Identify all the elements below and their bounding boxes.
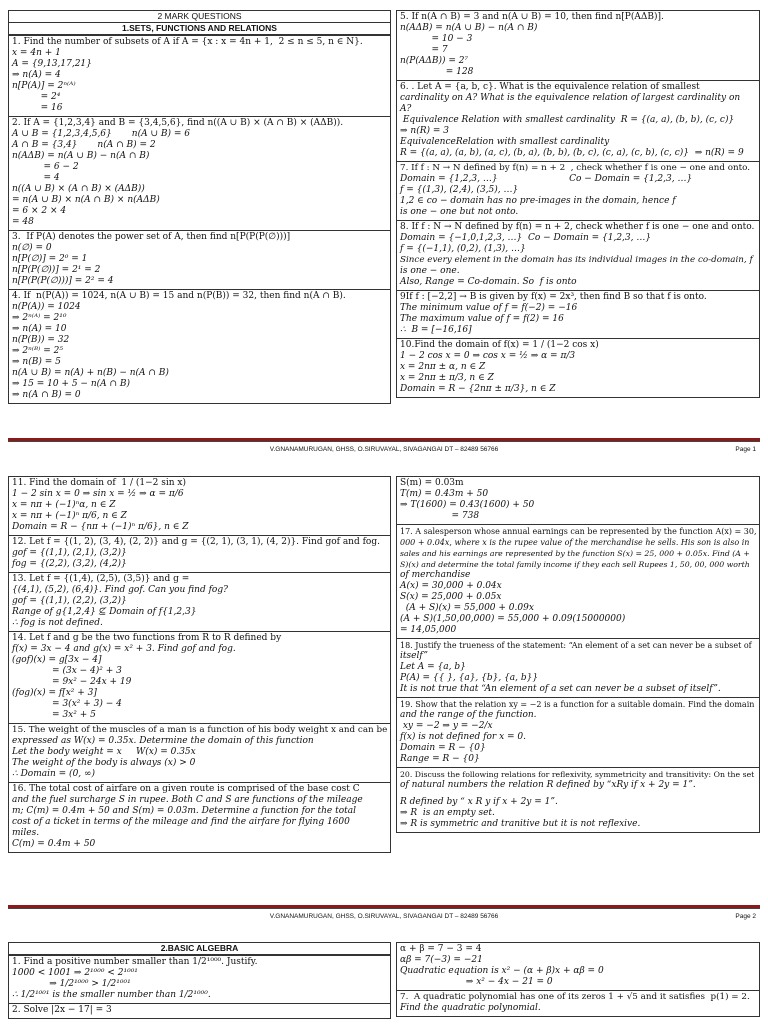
- mark-questions-heading: 2 MARK QUESTIONS: [9, 11, 390, 23]
- question-text: α + β = 7 − 3 = 4: [400, 944, 482, 954]
- solution-line: gof = {(1,1), (2,2), (3,2)}: [12, 596, 127, 606]
- solution-line: ⇒ n(A ∩ B) = 0: [12, 390, 81, 400]
- solution-line: n(A ∪ B) = n(A) + n(B) − n(A ∩ B): [12, 368, 169, 378]
- page2-left-column: [8, 476, 391, 853]
- question-box: [396, 339, 760, 398]
- page3-heading-box: [8, 942, 391, 955]
- page2-footer: [8, 905, 760, 921]
- solution-line: T(m) = 0.43m + 50: [400, 489, 489, 499]
- solution-line: R defined by “ x R y if x + 2y = 1”.: [400, 797, 558, 807]
- solution-line: ⇒ 1/2¹⁰⁰⁰ > 1/2¹⁰⁰¹: [12, 979, 131, 989]
- question-box: [8, 476, 391, 536]
- solution-line: ⇒ T(1600) = 0.43(1600) + 50: [400, 500, 535, 510]
- question-box: [8, 231, 391, 290]
- solution-line: = 10 − 3: [400, 34, 473, 44]
- solution-line: x = nπ + (−1)ⁿα, n ∈ Z: [12, 500, 116, 510]
- solution-line: n[P(P(∅))] = 2¹ = 2: [12, 265, 101, 275]
- solution-line: = 128: [400, 67, 474, 77]
- question-text: 8. If f : N → N defined by f(n) = n + 2, check whether f is one − one and onto.: [400, 222, 755, 232]
- solution-line: It is not true that “An element of a set can never be a subset of itself”.: [400, 684, 721, 694]
- solution-line: = 738: [400, 511, 480, 521]
- page3-left-column: [8, 942, 391, 1019]
- solution-line: A ∪ B = {1,2,3,4,5,6} n(A ∪ B) = 6: [12, 129, 190, 139]
- solution-line: ⇒ 2ⁿ⁽ᴮ⁾ = 2⁵: [12, 346, 63, 356]
- solution-line: of merchandise: [400, 570, 471, 580]
- question-text: 18. Justify the trueness of the statement: “An element of a set can never be a subset of: [400, 641, 752, 650]
- page3-left-questions: [8, 955, 391, 1019]
- solution-line: gof = {(1,1), (2,1), (3,2)}: [12, 548, 127, 558]
- question-box: [8, 955, 391, 1004]
- page2-left-questions: [8, 476, 391, 853]
- question-box: [8, 724, 391, 783]
- solution-line: f = {(−1,1), (0,2), (1,3), …}: [400, 244, 526, 254]
- question-box: [396, 768, 760, 833]
- question-box: [396, 291, 760, 339]
- question-box: [8, 1004, 391, 1019]
- solution-line: = 6 × 2 × 4: [12, 206, 67, 216]
- solution-line: ⇒ n(A) = 4: [12, 70, 61, 80]
- page1-left-column: [8, 10, 391, 404]
- solution-line: Since every element in the domain has its individual images in the co-domain, f: [400, 255, 753, 265]
- solution-line: A = {9,13,17,21}: [12, 59, 92, 69]
- solution-line: Domain = {1,2,3, …} Co − Domain = {1,2,3, …}: [400, 174, 693, 184]
- solution-line: A(x) = 30,000 + 0.04x: [400, 581, 502, 591]
- page-number: Page 2: [735, 913, 756, 920]
- solution-line: n[P(P(P(∅)))] = 2² = 4: [12, 276, 114, 286]
- solution-line: A ∩ B = {3,4} n(A ∩ B) = 2: [12, 140, 156, 150]
- solution-line: 1000 < 1001 ⇒ 2¹⁰⁰⁰ < 2¹⁰⁰¹: [12, 968, 138, 978]
- page1-right-column: [396, 10, 760, 398]
- solution-line: ∴ B = [−16,16]: [400, 325, 472, 335]
- page2-right-column: [396, 476, 760, 833]
- solution-line: (A + S)(1,50,00,000) = 55,000 + 0.09(15000000): [400, 614, 626, 624]
- solution-line: Domain = R − {0}: [400, 743, 486, 753]
- question-text: 3. If P(A) denotes the power set of A, then find n[P(P(P(∅)))]: [12, 232, 291, 242]
- solution-line: = 14,05,000: [400, 625, 457, 635]
- question-box: [8, 783, 391, 853]
- question-text: 19. Show that the relation xy = −2 is a function for a suitable domain. Find the domain: [400, 700, 755, 709]
- solution-line: cardinality on A? What is the equivalence relation of largest cardinality on: [400, 93, 741, 103]
- solution-line: = 7: [400, 45, 448, 55]
- question-text: 4. If n(P(A)) = 1024, n(A ∪ B) = 15 and n(P(B)) = 32, then find n(A ∩ B).: [12, 291, 346, 301]
- page1-heading-box: [8, 10, 391, 35]
- solution-line: C(m) = 0.4m + 50: [12, 839, 96, 849]
- solution-line: Let the body weight = x W(x) = 0.35x: [12, 747, 196, 757]
- solution-line: 1 − 2 cos x = 0 ⇒ cos x = ½ ⇒ α = π/3: [400, 351, 576, 361]
- solution-line: ⇒ n(A) = 10: [12, 324, 67, 334]
- solution-line: xy = −2 ⇒ y = −2/x: [400, 721, 493, 731]
- solution-line: n(P(AΔB)) = 2⁷: [400, 56, 469, 66]
- solution-line: of natural numbers the relation R defined by “xRy if x + 2y = 1”.: [400, 780, 696, 790]
- solution-line: x = 2nπ ± α, n ∈ Z: [400, 362, 486, 372]
- solution-line: f = {(1,3), (2,4), (3,5), …}: [400, 185, 519, 195]
- solution-line: = (3x − 4)² + 3: [12, 666, 122, 676]
- solution-line: 1 − 2 sin x = 0 ⇒ sin x = ½ ⇒ α = π/6: [12, 489, 184, 499]
- solution-line: (A + S)(x) = 55,000 + 0.09x: [400, 603, 534, 613]
- page2-right-questions: [396, 476, 760, 833]
- question-text: 1. Find the number of subsets of A if A = {x : x = 4n + 1, 2 ≤ n ≤ 5, n ∈ N}.: [12, 37, 363, 47]
- solution-line: = 3x² + 5: [12, 710, 96, 720]
- question-box: [396, 639, 760, 698]
- question-box: [396, 525, 760, 639]
- question-text: 5. If n(A ∩ B) = 3 and n(A ∪ B) = 10, then find n[P(AΔB)].: [400, 12, 664, 22]
- solution-line: Range of g{1,2,4} ⊈ Domain of f{1,2,3}: [12, 607, 197, 617]
- solution-line: 000 + 0.04x, where x is the rupee value of the merchandise he sells. His son is also in: [400, 538, 750, 547]
- solution-line: = 9x² − 24x + 19: [12, 677, 132, 687]
- solution-line: The maximum value of f = f(2) = 16: [400, 314, 564, 324]
- solution-line: = 6 − 2: [12, 162, 79, 172]
- question-text: 6. . Let A = {a, b, c}. What is the equivalence relation of smallest: [400, 82, 700, 92]
- solution-line: Domain = {−1,0,1,2,3, …} Co − Domain = {1,2,3, …}: [400, 233, 652, 243]
- solution-line: = 2⁴: [12, 92, 61, 102]
- question-box: [396, 942, 760, 991]
- solution-line: The minimum value of f = f(−2) = −16: [400, 303, 578, 313]
- solution-line: Domain = R − {2nπ ± π/3}, n ∈ Z: [400, 384, 556, 394]
- solution-line: S(x) = 25,000 + 0.05x: [400, 592, 502, 602]
- solution-line: R = {(a, a), (a, b), (a, c), (b, a), (b, b), (b, c), (c, a), (c, b), (c, c)} ⇒ n(R) = 9: [400, 148, 744, 158]
- solution-line: P(A) = {{ }, {a}, {b}, {a, b}}: [400, 673, 539, 683]
- solution-line: ∴ 1/2¹⁰⁰¹ is the smaller number than 1/2¹⁰⁰⁰.: [12, 990, 211, 1000]
- solution-line: ⇒ 15 = 10 + 5 − n(A ∩ B): [12, 379, 131, 389]
- solution-line: = 3(x² + 3) − 4: [12, 699, 122, 709]
- chapter-title: 1.SETS, FUNCTIONS AND RELATIONS: [122, 23, 277, 33]
- question-box: [396, 698, 760, 768]
- question-box: [8, 536, 391, 573]
- solution-line: x = 2nπ ± π/3, n ∈ Z: [400, 373, 494, 383]
- question-box: [8, 573, 391, 632]
- question-text: 13. Let f = {(1,4), (2,5), (3,5)} and g =: [12, 574, 190, 584]
- solution-line: sales and his earnings are represented by the function S(x) = 25, 000 + 0.05x. Find (A +: [400, 549, 750, 558]
- solution-line: n(P(A)) = 1024: [12, 302, 81, 312]
- solution-line: f(x) = 3x − 4 and g(x) = x² + 3. Find gof and fog.: [12, 644, 236, 654]
- question-box: [396, 221, 760, 291]
- solution-line: n(AΔB) = n(A ∪ B) − n(A ∩ B): [400, 23, 538, 33]
- solution-line: ⇒ R is symmetric and tranitive but it is not reflexive.: [400, 819, 641, 829]
- solution-line: n((A ∪ B) × (A ∩ B) × (AΔB)): [12, 184, 145, 194]
- question-box: [396, 991, 760, 1017]
- solution-line: Find the quadratic polynomial.: [400, 1003, 541, 1013]
- solution-line: Let A = {a, b}: [400, 662, 466, 672]
- solution-line: = n(A ∪ B) × n(A ∩ B) × n(AΔB): [12, 195, 160, 205]
- question-box: [396, 162, 760, 221]
- solution-line: ⇒ n(B) = 5: [12, 357, 61, 367]
- question-box: [8, 117, 391, 231]
- solution-line: x = nπ + (−1)ⁿ π/6, n ∈ Z: [12, 511, 127, 521]
- solution-line: = 4: [12, 173, 60, 183]
- question-box: [8, 290, 391, 404]
- question-box: [8, 632, 391, 724]
- question-text: 2. If A = {1,2,3,4} and B = {3,4,5,6}, find n((A ∪ B) × (A ∩ B) × (AΔB)).: [12, 118, 344, 128]
- question-text: 7. If f : N → N defined by f(n) = n + 2 , check whether f is one − one and onto.: [400, 163, 751, 173]
- question-text: 12. Let f = {(1, 2), (3, 4), (2, 2)} and g = {(2, 1), (3, 1), (4, 2)}. Find gof and fog.: [12, 537, 380, 547]
- question-text: 10.Find the domain of f(x) = 1 / (1−2 cos x): [400, 340, 599, 350]
- solution-line: (gof)(x) = g[3x − 4]: [12, 655, 102, 665]
- solution-line: S)(x) and determine the total family income if they each sell Rupees 1, 50, 00, 000 worth: [400, 560, 750, 569]
- solution-line: 1,2 ∈ co − domain has no pre-images in the domain, hence f: [400, 196, 676, 206]
- question-text: 7. A quadratic polynomial has one of its zeros 1 + √5 and it satisfies p(1) = 2.: [400, 992, 750, 1002]
- page-number: Page 1: [735, 446, 756, 453]
- solution-line: cost of a ticket in terms of the mileage and find the airfare for flying 1600: [12, 817, 350, 827]
- solution-line: m; C(m) = 0.4m + 50 and S(m) = 0.03m. Determine a function for the total: [12, 806, 356, 816]
- solution-line: miles.: [12, 828, 40, 838]
- footer-author: V.GNANAMURUGAN, GHSS, O.SIRUVAYAL, SIVAGANGAI DT – 82489 56766: [269, 446, 499, 453]
- solution-line: EquivalenceRelation with smallest cardinality: [400, 137, 610, 147]
- page3-right-column: [396, 942, 760, 1017]
- solution-line: n[P(∅)] = 2⁰ = 1: [12, 254, 88, 264]
- question-text: 11. Find the domain of 1 / (1−2 sin x): [12, 478, 186, 488]
- question-text: 2. Solve |2x − 17| = 3: [12, 1005, 112, 1015]
- solution-line: A?: [400, 104, 412, 114]
- footer-author: V.GNANAMURUGAN, GHSS, O.SIRUVAYAL, SIVAGANGAI DT – 82489 56766: [269, 913, 499, 920]
- solution-line: ⇒ x² − 4x − 21 = 0: [400, 977, 553, 987]
- solution-line: Equivalence Relation with smallest cardinality R = {(a, a), (b, b), (c, c)}: [400, 115, 735, 125]
- solution-line: ⇒ R is an empty set.: [400, 808, 495, 818]
- page3-right-questions: [396, 942, 760, 1017]
- question-text: 17. A salesperson whose annual earnings can be represented by the function A(x) = 30,: [400, 527, 757, 536]
- solution-line: Also, Range = Co-domain. So f is onto: [400, 277, 577, 287]
- solution-line: fog = {(2,2), (3,2), (4,2)}: [12, 559, 127, 569]
- solution-line: itself”: [400, 651, 428, 661]
- solution-line: αβ = 7(−3) = −21: [400, 955, 483, 965]
- solution-line: Quadratic equation is x² − (α + β)x + αβ = 0: [400, 966, 604, 976]
- solution-line: = 16: [12, 103, 63, 113]
- question-text: 15. The weight of the muscles of a man is a function of his body weight x and can be: [12, 725, 388, 735]
- solution-line: is one − one but not onto.: [400, 207, 519, 217]
- solution-line: n(P(B)) = 32: [12, 335, 70, 345]
- chapter-title: 2.BASIC ALGEBRA: [160, 943, 239, 953]
- solution-line: is one − one.: [400, 266, 460, 276]
- solution-line: ⇒ 2ⁿ⁽ᴬ⁾ = 2¹⁰: [12, 313, 67, 323]
- question-box: [396, 81, 760, 162]
- question-box: [8, 35, 391, 117]
- solution-line: n(∅) = 0: [12, 243, 52, 253]
- solution-line: f(x) is not defined for x = 0.: [400, 732, 527, 742]
- solution-line: and the fuel surcharge S in rupee. Both C and S are functions of the mileage: [12, 795, 363, 805]
- question-text: 1. Find a positive number smaller than 1/2¹⁰⁰⁰. Justify.: [12, 957, 258, 967]
- question-text: 20. Discuss the following relations for reflexivity, symmetricity and transitivity: On the set: [400, 770, 755, 779]
- solution-line: ⇒ n(R) = 3: [400, 126, 449, 136]
- question-text: 9If f : [−2,2] → B is given by f(x) = 2x³, then find B so that f is onto.: [400, 292, 707, 302]
- page1-right-questions: [396, 10, 760, 398]
- solution-line: {(4,1), (5,2), (6,4)}. Find gof. Can you find fog?: [12, 585, 228, 595]
- solution-line: expressed as W(x) = 0.35x. Determine the domain of this function: [12, 736, 314, 746]
- solution-line: n[P(A)] = 2ⁿ⁽ᴬ⁾: [12, 81, 76, 91]
- question-text: 14. Let f and g be the two functions from R to R defined by: [12, 633, 282, 643]
- solution-line: (fog)(x) = f[x² + 3]: [12, 688, 97, 698]
- solution-line: Range = R − {0}: [400, 754, 480, 764]
- question-text: S(m) = 0.03m: [400, 478, 464, 488]
- page1-footer: [8, 438, 760, 454]
- question-text: 16. The total cost of airfare on a given route is comprised of the base cost C: [12, 784, 360, 794]
- solution-line: ∴ fog is not defined.: [12, 618, 103, 628]
- solution-line: and the range of the function.: [400, 710, 537, 720]
- solution-line: x = 4n + 1: [12, 48, 61, 58]
- solution-line: Domain = R − {nπ + (−1)ⁿ π/6}, n ∈ Z: [12, 522, 189, 532]
- solution-line: The weight of the body is always (x) > 0: [12, 758, 196, 768]
- question-box: [396, 10, 760, 81]
- solution-line: = 48: [12, 217, 34, 227]
- question-box: [396, 476, 760, 525]
- solution-line: ∴ Domain = (0, ∞): [12, 769, 96, 779]
- solution-line: n(AΔB) = n(A ∪ B) − n(A ∩ B): [12, 151, 150, 161]
- page1-left-questions: [8, 35, 391, 404]
